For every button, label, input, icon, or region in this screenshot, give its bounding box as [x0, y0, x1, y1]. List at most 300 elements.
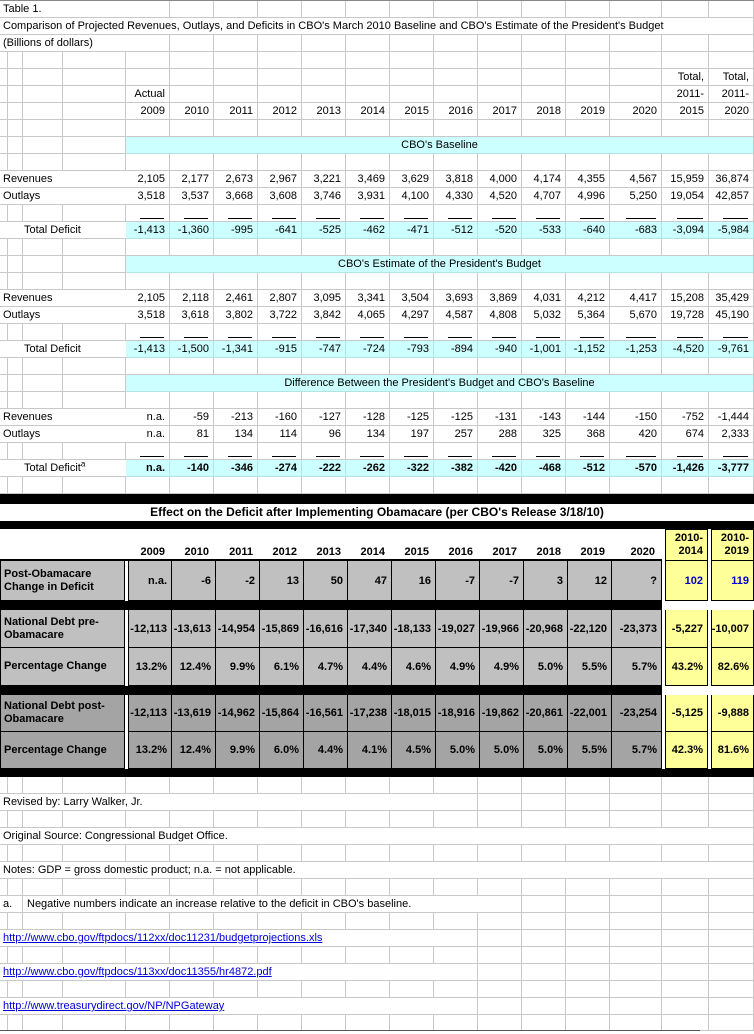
obamacare-value-cell: 12.4% [172, 648, 216, 686]
value-cell: -1,426 [662, 460, 709, 477]
grid-cell [434, 845, 478, 862]
obamacare-row [0, 648, 754, 686]
link-hr4872[interactable]: http://www.cbo.gov/ftpdocs/113xx/doc11355/hr4872.pdf [3, 966, 272, 978]
obamacare-value-cell: n.a. [128, 561, 172, 601]
section-band-row [0, 137, 754, 154]
grid-cell [522, 947, 566, 964]
grid-cell [522, 1, 566, 18]
grid-cell [478, 52, 522, 69]
grid-cell [662, 913, 709, 930]
grid-cell [610, 477, 662, 494]
grid-cell [390, 477, 434, 494]
grid-cell [610, 52, 662, 69]
data-row [0, 307, 754, 324]
grid-cell [610, 896, 662, 913]
obamacare-value-cell: -18,133 [392, 610, 436, 648]
grid-cell [478, 913, 522, 930]
notes-row [0, 862, 754, 879]
grid-cell [478, 273, 522, 290]
grid-cell [434, 913, 478, 930]
grid-cell [8, 256, 23, 273]
year-header: 2019 [580, 546, 605, 558]
total-col-header: 2011- [662, 86, 709, 103]
grid-cell [346, 86, 390, 103]
value-cell: 325 [522, 426, 566, 443]
total-col-header: Total, [709, 69, 754, 86]
year-header: 2010 [170, 103, 214, 120]
grid-cell [170, 273, 214, 290]
grid-cell [610, 273, 662, 290]
obamacare-row [0, 610, 754, 648]
footnote-superscript: a [80, 459, 86, 469]
grid-cell [8, 477, 23, 494]
grid-cell [662, 896, 709, 913]
black-divider [0, 521, 754, 529]
value-cell: 36,874 [709, 171, 754, 188]
obamacare-value-cell: 13.2% [128, 648, 172, 686]
value-cell: 4,567 [610, 171, 662, 188]
actual-header: Actual [126, 86, 170, 103]
sum-underline [316, 456, 340, 457]
obamacare-value-cell: 5.0% [524, 648, 568, 686]
row-label: Total Deficit [0, 222, 126, 239]
year-header: 2013 [316, 546, 341, 558]
obamacare-row [0, 695, 754, 732]
grid-cell [566, 477, 610, 494]
grid-cell [302, 981, 346, 998]
grid-cell [478, 964, 522, 981]
grid-cell [214, 477, 258, 494]
year-header: 2016 [448, 546, 473, 558]
column-header-row [0, 69, 754, 86]
grid-cell [214, 52, 258, 69]
grid-cell [0, 477, 8, 494]
sum-underline [626, 456, 656, 457]
grid-cell [23, 477, 63, 494]
black-divider [0, 686, 754, 695]
grid-cell [8, 86, 23, 103]
grid-cell [662, 845, 709, 862]
grid-cell [346, 358, 390, 375]
grid-cell [390, 120, 434, 137]
grid-cell [8, 239, 23, 256]
grid-cell [214, 273, 258, 290]
obamacare-value-cell: -12,113 [128, 610, 172, 648]
value-cell: -512 [434, 222, 478, 239]
value-cell: 3,869 [478, 290, 522, 307]
value-cell: 3,095 [302, 290, 346, 307]
grid-cell [566, 1015, 610, 1031]
row-label: Revenues [0, 409, 126, 426]
grid-cell [170, 35, 214, 52]
grid-cell [390, 273, 434, 290]
grid-cell [63, 879, 126, 896]
grid-cell [478, 120, 522, 137]
obamacare-value-cell: -23,373 [612, 610, 662, 648]
grid-cell [662, 154, 709, 171]
value-cell: -995 [214, 222, 258, 239]
grid-cell [63, 392, 126, 409]
grid-cell [434, 52, 478, 69]
grid-cell [566, 981, 610, 998]
grid-cell [126, 273, 170, 290]
grid-cell [566, 52, 610, 69]
grid-cell [126, 947, 170, 964]
grid-cell [126, 324, 170, 341]
grid-cell [709, 896, 754, 913]
grid-cell [170, 777, 214, 794]
grid-cell [170, 981, 214, 998]
obamacare-value-cell: -13,613 [172, 610, 216, 648]
grid-cell [302, 845, 346, 862]
grid-cell [170, 239, 214, 256]
grid-cell [63, 52, 126, 69]
grid-cell [126, 1, 170, 18]
grid-cell [662, 964, 709, 981]
grid-cell [566, 930, 610, 947]
value-cell: -520 [478, 222, 522, 239]
section-band: Difference Between the President's Budget and CBO's Baseline [126, 375, 754, 392]
value-cell: 114 [258, 426, 302, 443]
value-cell: 4,000 [478, 171, 522, 188]
sheet-title: Comparison of Projected Revenues, Outlays, and Deficits in CBO's March 2010 Baseline and CBO's Estimate of the President's Budget [0, 18, 754, 35]
sum-underline [404, 218, 428, 219]
grid-cell [8, 913, 23, 930]
value-cell: -1,152 [566, 341, 610, 358]
value-cell: 3,629 [390, 171, 434, 188]
grid-cell [214, 35, 258, 52]
grid-cell [709, 205, 754, 222]
grid-cell [0, 256, 8, 273]
obamacare-value-cell: 6.0% [260, 732, 304, 769]
grid-cell [522, 477, 566, 494]
grid-cell [170, 879, 214, 896]
sheet-row [0, 52, 754, 69]
obamacare-value-cell: 5.5% [568, 732, 612, 769]
grid-cell [346, 443, 390, 460]
grid-cell [662, 205, 709, 222]
grid-cell [170, 443, 214, 460]
grid-cell [23, 981, 63, 998]
grid-cell [434, 358, 478, 375]
grid-cell [610, 1, 662, 18]
sum-underline [448, 218, 472, 219]
sum-underline [448, 456, 472, 457]
value-cell: -570 [610, 460, 662, 477]
grid-cell [346, 981, 390, 998]
sum-underline [228, 337, 252, 338]
value-cell: 134 [214, 426, 258, 443]
obamacare-value-cell: 13.2% [128, 732, 172, 769]
grid-cell [170, 52, 214, 69]
grid-cell [23, 845, 63, 862]
grid-cell [346, 811, 390, 828]
obamacare-value-cell: -14,962 [216, 695, 260, 732]
obamacare-row-label: Post-Obamacare Change in Deficit [0, 561, 125, 601]
grid-cell [214, 324, 258, 341]
obamacare-value-cell: -17,238 [348, 695, 392, 732]
value-cell: -724 [346, 341, 390, 358]
grid-cell [662, 324, 709, 341]
value-cell: -9,761 [709, 341, 754, 358]
grid-cell [0, 375, 8, 392]
footnote-marker: a. [0, 896, 23, 913]
grid-cell [63, 273, 126, 290]
grid-cell [662, 998, 709, 1015]
grid-cell [126, 981, 170, 998]
grid-cell [709, 1015, 754, 1031]
value-cell: 3,746 [302, 188, 346, 205]
grid-cell [709, 913, 754, 930]
grid-cell [662, 52, 709, 69]
grid-cell [610, 913, 662, 930]
grid-cell [478, 477, 522, 494]
obamacare-value-cell: 4.7% [304, 648, 348, 686]
grid-cell [258, 69, 302, 86]
grid-cell [63, 1015, 126, 1031]
value-cell: 674 [662, 426, 709, 443]
value-cell: 4,212 [566, 290, 610, 307]
obamacare-value-cell: 4.6% [392, 648, 436, 686]
grid-cell [258, 879, 302, 896]
grid-cell [434, 1015, 478, 1031]
grid-cell [23, 879, 63, 896]
grid-cell [302, 777, 346, 794]
grid-cell [610, 120, 662, 137]
year-header: 2009 [126, 103, 170, 120]
row-label: Outlays [0, 188, 126, 205]
grid-cell [0, 777, 8, 794]
value-cell: 3,221 [302, 171, 346, 188]
sheet-row [0, 18, 754, 35]
grid-cell [170, 120, 214, 137]
sum-underline [492, 456, 516, 457]
grid-cell [709, 358, 754, 375]
grid-cell [63, 981, 126, 998]
grid-cell [434, 154, 478, 171]
obamacare-row-label: National Debt post- Obamacare [0, 695, 125, 732]
grid-cell [0, 137, 8, 154]
sum-underline [626, 337, 656, 338]
grid-cell [662, 35, 709, 52]
obamacare-value-cell: 3 [524, 561, 568, 601]
sum-underline [140, 337, 164, 338]
grid-cell [390, 324, 434, 341]
grid-cell [390, 947, 434, 964]
grid-cell [522, 69, 566, 86]
grid-cell [346, 1, 390, 18]
value-cell: 4,065 [346, 307, 390, 324]
obamacare-value-cell: -13,619 [172, 695, 216, 732]
grid-cell [214, 1, 258, 18]
grid-cell [302, 392, 346, 409]
grid-cell [346, 120, 390, 137]
value-cell: 3,842 [302, 307, 346, 324]
value-cell: -640 [566, 222, 610, 239]
grid-cell [0, 879, 8, 896]
sum-underline-row [0, 443, 754, 460]
value-cell: 3,931 [346, 188, 390, 205]
obamacare-value-cell: -19,027 [436, 610, 480, 648]
value-cell: -940 [478, 341, 522, 358]
year-header: 2013 [302, 103, 346, 120]
grid-cell [214, 392, 258, 409]
grid-cell [662, 239, 709, 256]
sum-underline [184, 337, 208, 338]
value-cell: 2,333 [709, 426, 754, 443]
grid-cell [8, 103, 23, 120]
grid-cell [346, 477, 390, 494]
total-row [0, 222, 754, 239]
grid-cell [610, 947, 662, 964]
grid-cell [0, 154, 8, 171]
value-cell: 2,673 [214, 171, 258, 188]
grid-cell [346, 35, 390, 52]
sum-underline [723, 337, 748, 338]
obamacare-value-cell: 9.9% [216, 648, 260, 686]
year-header: 2015 [390, 103, 434, 120]
grid-cell [258, 86, 302, 103]
grid-cell [566, 964, 610, 981]
grid-cell [566, 324, 610, 341]
footnote-text: Negative numbers indicate an increase relative to the deficit in CBO's baseline. [23, 896, 522, 913]
sum-underline [140, 218, 164, 219]
value-cell: -127 [302, 409, 346, 426]
sum-underline [677, 218, 703, 219]
grid-cell [478, 35, 522, 52]
year-header: 2015 [404, 546, 429, 558]
grid-cell [258, 477, 302, 494]
grid-cell [63, 154, 126, 171]
grid-cell [63, 777, 126, 794]
value-cell: 368 [566, 426, 610, 443]
section-band-row [0, 256, 754, 273]
obamacare-value-cell: ? [612, 561, 662, 601]
obamacare-value-cell: 5.0% [480, 732, 524, 769]
grid-cell [258, 52, 302, 69]
revised-by: Revised by: Larry Walker, Jr. [0, 794, 478, 811]
grid-cell [8, 358, 23, 375]
grid-cell [709, 477, 754, 494]
grid-cell [126, 1015, 170, 1031]
grid-cell [709, 52, 754, 69]
year-header: 2020 [610, 103, 662, 120]
value-cell: 2,177 [170, 171, 214, 188]
obamacare-total-cell: -5,125 [665, 695, 708, 732]
grid-cell [566, 1, 610, 18]
grid-cell [522, 964, 566, 981]
grid-cell [566, 845, 610, 862]
value-cell: 5,670 [610, 307, 662, 324]
value-cell: 2,461 [214, 290, 258, 307]
grid-cell [23, 256, 63, 273]
grid-cell [478, 324, 522, 341]
grid-cell [709, 879, 754, 896]
grid-cell [214, 239, 258, 256]
grid-cell [346, 52, 390, 69]
grid-cell [170, 358, 214, 375]
grid-cell [8, 324, 23, 341]
grid-cell [8, 947, 23, 964]
grid-cell [23, 52, 63, 69]
grid-cell [610, 1015, 662, 1031]
column-header-row [0, 86, 754, 103]
value-cell: 15,959 [662, 171, 709, 188]
link-budgetprojections[interactable]: http://www.cbo.gov/ftpdocs/112xx/doc11231/budgetprojections.xls [3, 932, 323, 944]
grid-cell [258, 443, 302, 460]
grid-cell [478, 947, 522, 964]
grid-cell [390, 811, 434, 828]
obamacare-total-cell: 81.6% [711, 732, 754, 769]
grid-cell [662, 443, 709, 460]
value-cell: -222 [302, 460, 346, 477]
grid-cell [434, 477, 478, 494]
grid-cell [126, 477, 170, 494]
value-cell: 3,722 [258, 307, 302, 324]
grid-cell [258, 947, 302, 964]
grid-cell [214, 1015, 258, 1031]
grid-cell [566, 120, 610, 137]
row-label: Total Deficit [0, 341, 126, 358]
grid-cell [0, 205, 8, 222]
link-treasurydirect[interactable]: http://www.treasurydirect.gov/NP/NPGateway [3, 1000, 225, 1012]
sum-underline [492, 337, 516, 338]
value-cell: -5,984 [709, 222, 754, 239]
value-cell: -471 [390, 222, 434, 239]
grid-cell [434, 981, 478, 998]
obamacare-value-cell: -19,862 [480, 695, 524, 732]
total-col-header: 2015 [662, 103, 709, 120]
grid-cell [8, 137, 23, 154]
grid-cell [126, 239, 170, 256]
value-cell: -1,360 [170, 222, 214, 239]
grid-cell [302, 1015, 346, 1031]
value-cell: 4,808 [478, 307, 522, 324]
grid-cell [662, 1, 709, 18]
grid-cell [709, 443, 754, 460]
value-cell: -915 [258, 341, 302, 358]
grid-cell [126, 443, 170, 460]
grid-cell [214, 981, 258, 998]
obamacare-value-cell: 4.9% [436, 648, 480, 686]
sum-underline [580, 337, 604, 338]
grid-cell [23, 86, 63, 103]
obamacare-total-cell: 82.6% [711, 648, 754, 686]
year-header: 2019 [566, 103, 610, 120]
value-cell: -382 [434, 460, 478, 477]
value-cell: -3,777 [709, 460, 754, 477]
grid-cell [522, 86, 566, 103]
grid-cell [522, 392, 566, 409]
grid-cell [346, 879, 390, 896]
obamacare-row-label: Percentage Change [0, 732, 125, 769]
grid-cell [23, 947, 63, 964]
grid-cell [478, 205, 522, 222]
value-cell: -747 [302, 341, 346, 358]
section-band: CBO's Estimate of the President's Budget [126, 256, 754, 273]
grid-cell [23, 137, 63, 154]
grid-cell [390, 69, 434, 86]
value-cell: 81 [170, 426, 214, 443]
grid-cell [258, 777, 302, 794]
grid-cell [709, 239, 754, 256]
value-cell: 5,250 [610, 188, 662, 205]
grid-cell [23, 913, 63, 930]
section-band: CBO's Baseline [126, 137, 754, 154]
grid-cell [566, 811, 610, 828]
grid-cell [63, 375, 126, 392]
grid-cell [709, 930, 754, 947]
